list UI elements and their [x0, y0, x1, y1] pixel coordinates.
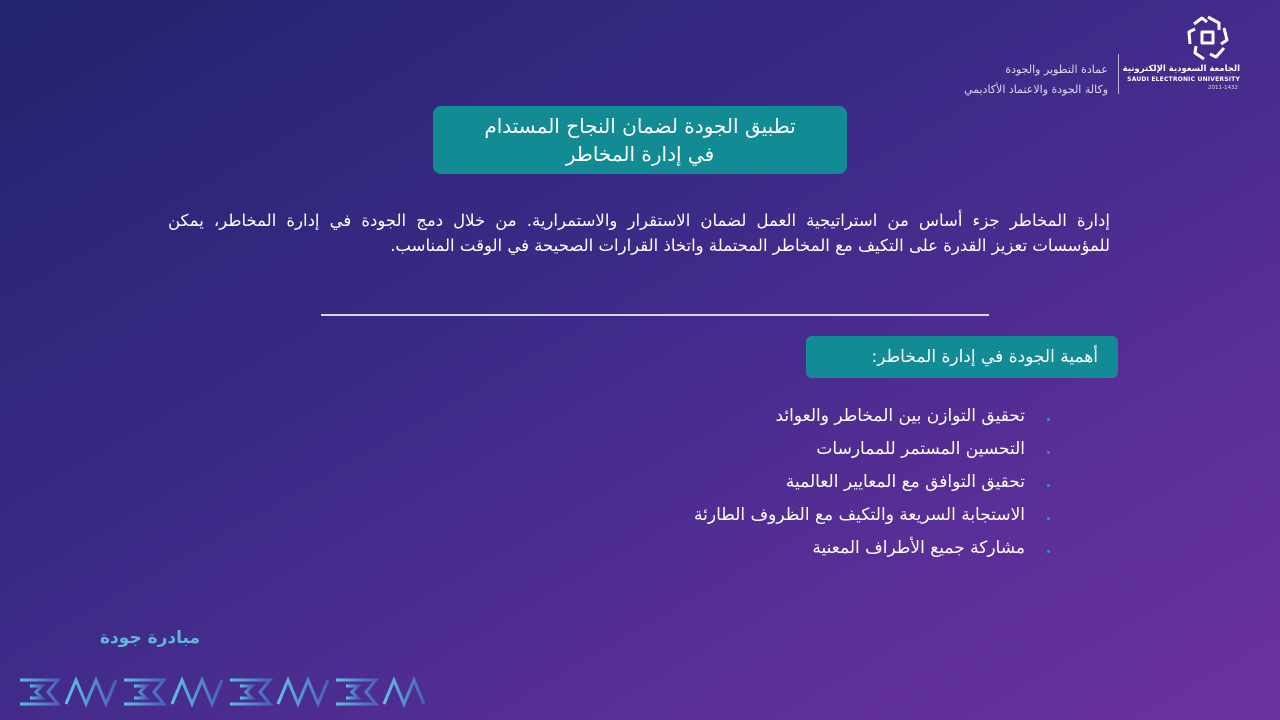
bullet-dot-icon — [1047, 550, 1050, 553]
department-line-1: عمادة التطوير والجودة — [1005, 63, 1108, 76]
list-item — [694, 499, 1050, 532]
list-item-text: مشاركة جميع الأطراف المعنية — [812, 538, 1025, 558]
slide-title — [433, 106, 847, 174]
section-heading: أهمية الجودة في إدارة المخاطر: — [806, 336, 1118, 378]
list-item-text: التحسين المستمر للممارسات — [816, 439, 1025, 459]
slide-title-line-1: تطبيق الجودة لضمان النجاح المستدام — [484, 114, 796, 138]
list-item — [694, 433, 1050, 466]
importance-list — [694, 400, 1050, 565]
bullet-dot-icon — [1047, 484, 1050, 487]
list-item — [694, 466, 1050, 499]
intro-paragraph: إدارة المخاطر جزء أساس من استراتيجية العمل لضمان الاستقرار والاستمرارية. من خلال دمج الجودة في إدارة المخاطر، يمكن للمؤسسات تعزيز القدرة على التكيف مع المخاطر المحتملة واتخاذ القرارات الصحيحة في الوقت المناسب. — [168, 211, 1110, 255]
bullet-dot-icon — [1047, 451, 1050, 454]
bullet-dot-icon — [1047, 418, 1050, 421]
list-item — [694, 532, 1050, 565]
slide-title-line-2: في إدارة المخاطر — [565, 142, 715, 166]
list-item-text: تحقيق التوافق مع المعايير العالمية — [785, 472, 1025, 492]
department-block — [964, 60, 1108, 100]
list-item — [694, 400, 1050, 433]
university-logo — [1122, 14, 1240, 94]
university-name-en: SAUDI ELECTRONIC UNIVERSITY — [1127, 76, 1240, 83]
list-item-text: تحقيق التوازن بين المخاطر والعوائد — [775, 406, 1025, 426]
university-logo-icon — [1186, 14, 1230, 62]
university-name-ar: الجامعة السعودية الإلكترونية — [1122, 64, 1240, 74]
header-divider — [1118, 54, 1119, 94]
department-line-2: وكالة الجودة والاعتماد الأكاديمي — [963, 83, 1108, 96]
decorative-pattern-icon — [18, 672, 428, 712]
initiative-label: مبادرة جودة — [100, 628, 200, 648]
university-year: 2011-1432 — [1208, 85, 1238, 91]
bullet-dot-icon — [1047, 517, 1050, 520]
section-divider — [321, 314, 989, 316]
list-item-text: الاستجابة السريعة والتكيف مع الظروف الطارئة — [694, 505, 1025, 525]
